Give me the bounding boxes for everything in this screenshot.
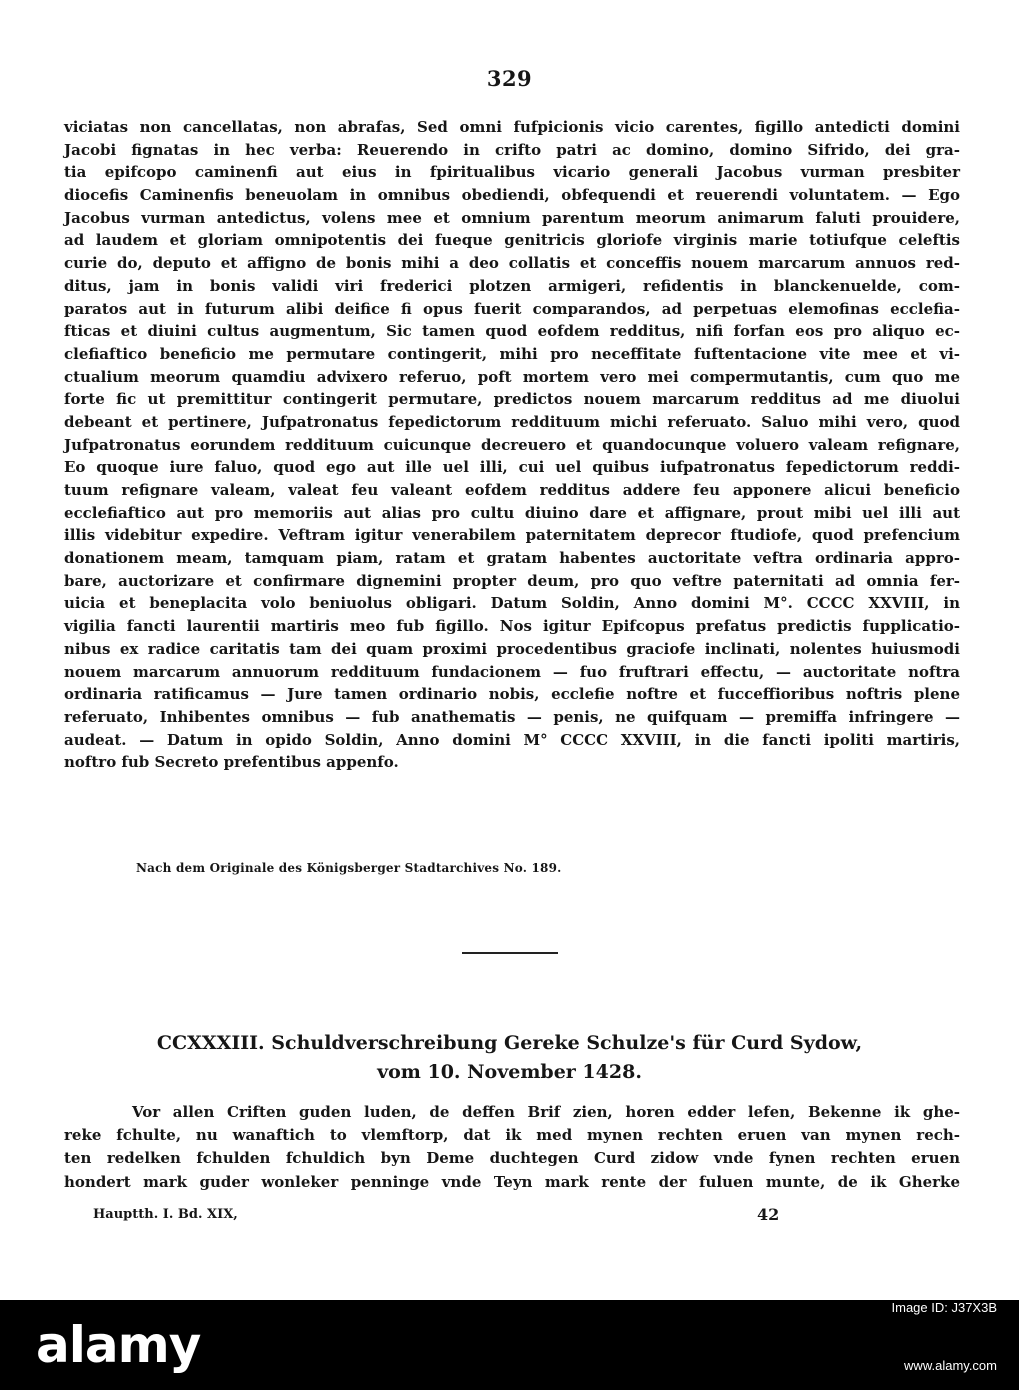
text-line: fticas et diuini cultus augmentum, Sic tamen quod eofdem redditus, nifi forfan eos pro aliquo ec- xyxy=(64,322,960,341)
footer-signature: Hauptth. I. Bd. XIX, xyxy=(93,1207,238,1222)
text-line: illis videbitur expedire. Veftram igitur venerabilem paternitatem deprecor ftudiofe, quod prefencium xyxy=(64,526,960,545)
text-line: nouem marcarum annuorum reddituum fundacionem — fuo fruftrari effectu, — auctoritate noftra xyxy=(64,662,960,681)
text-line: ten redelken fchulden fchuldich byn Deme duchtegen Curd zidow vnde fynen rechten eruen xyxy=(64,1149,960,1168)
text-line: bare, auctorizare et confirmare dignemini propter deum, pro quo veftre paternitati ad omnia fer- xyxy=(64,571,960,590)
text-line: ordinaria ratificamus — Jure tamen ordinario nobis, ecclefie noftre et fucceffioribus noftris plene xyxy=(64,685,960,704)
text-line: hondert mark guder wonleker penninge vnde Teyn mark rente der fuluen munte, de ik Gherke xyxy=(64,1172,960,1191)
text-line: donationem meam, tamquam piam, ratam et gratam habentes auctoritate veftra ordinaria appro- xyxy=(64,549,960,568)
text-line: curie do, deputo et affigno de bonis mihi a deo collatis et conceffis nouem marcarum annuos red- xyxy=(64,254,960,273)
text-line: uicia et beneplacita volo beniuolus obligari. Datum Soldin, Anno domini M°. CCCC XXVIII, in xyxy=(64,594,960,613)
charter-text xyxy=(64,116,960,774)
text-line: tia epifcopo caminenfi aut eius in fpiritualibus vicario generali Jacobus vurman presbiter xyxy=(64,163,960,182)
text-line: Jacobus vurman antedictus, volens mee et omnium parentum meorum animarum faluti prouidere, xyxy=(64,208,960,227)
watermark-band xyxy=(0,1300,1019,1390)
text-line: clefiaftico beneficio me permutare contingerit, mihi pro neceffitate fuftentacione vite mee et vi- xyxy=(64,344,960,363)
text-line: vigilia fancti laurentii martiris meo fub figillo. Nos igitur Epifcopus prefatus predictis fupplicatio- xyxy=(64,617,960,636)
section-date: vom 10. November 1428. xyxy=(377,1061,642,1083)
page-number: 329 xyxy=(486,66,533,91)
text-line: audeat. — Datum in opido Soldin, Anno domini M° CCCC XXVIII, in die fancti ipoliti martiris, xyxy=(64,730,960,749)
alamy-logo: alamy xyxy=(36,1316,201,1374)
text-line: Jacobi fignatas in hec verba: Reuerendo in crifto patri ac domino, domino Sifrido, dei gra- xyxy=(64,140,960,159)
text-line: forte fic ut premittitur contingerit permutare, predictos nouem marcarum redditus ad me diuolui xyxy=(64,390,960,409)
text-line: reke fchulte, nu wanaftich to vlemftorp, dat ik med mynen rechten eruen van mynen rech- xyxy=(64,1126,960,1145)
section-divider xyxy=(462,952,558,954)
text-line: viciatas non cancellatas, non abrafas, Sed omni fufpicionis vicio carentes, figillo antedicti domini xyxy=(64,118,960,136)
text-line: tuum refignare valeam, valeat feu valeant eofdem redditus addere feu apponere alicui beneficio xyxy=(64,481,960,499)
text-line: Eo quoque iure faluo, quod ego aut ille uel illi, cui uel quibus iufpatronatus fepedictorum reddi- xyxy=(64,458,960,477)
text-line: noftro fub Secreto prefentibus appenfo. xyxy=(64,753,399,772)
text-line: paratos aut in futurum alibi deifice fi opus fuerit comparandos, ad perpetuas elemofinas ecclefia- xyxy=(64,299,960,318)
text-line: debeant et pertinere, Jufpatronatus fepedictorum reddituum michi referuato. Saluo mihi vero, quod xyxy=(64,412,960,431)
section-text xyxy=(64,1101,960,1194)
section-heading: CCXXXIII. Schuldverschreibung Gereke Schulze's für Curd Sydow, xyxy=(156,1032,863,1054)
text-line: referuato, Inhibentes omnibus — fub anathematis — penis, ne quifquam — premiffa infringere — xyxy=(64,707,960,726)
image-id: Image ID: J37X3B xyxy=(891,1300,997,1315)
footer-sheet-number: 42 xyxy=(757,1205,780,1224)
text-line: ctualium meorum quamdiu advixero referuo, poft mortem vero mei compermutantis, cum quo me xyxy=(64,367,960,386)
text-line: Jufpatronatus eorundem reddituum cuicunque decreuero et quandocunque voluero valeam refignare, xyxy=(64,435,960,454)
text-line: ad laudem et gloriam omnipotentis dei fueque genitricis gloriofe virginis marie totiufque celeftis xyxy=(64,231,960,250)
text-line: nibus ex radice caritatis tam dei quam proximi procedentibus graciofe inclinati, nolentes huiusmodi xyxy=(64,639,960,658)
text-line: ecclefiaftico aut pro memoriis aut alias pro cultu diuino dare et affignare, prout mibi uel illi aut xyxy=(64,503,960,522)
source-note: Nach dem Originale des Königsberger Stadtarchives No. 189. xyxy=(136,861,562,875)
text-line: ditus, jam in bonis validi viri frederici plotzen armigeri, refidentis in blanckenuelde, com- xyxy=(64,276,960,295)
text-line: diocefis Caminenfis beneuolam in omnibus obediendi, obfequendi et reuerendi voluntatem. — Ego xyxy=(64,186,960,205)
watermark-url[interactable]: www.alamy.com xyxy=(904,1358,997,1373)
text-line: Vor allen Criften guden luden, de deffen Brif zien, horen edder lefen, Bekenne ik ghe- xyxy=(132,1103,960,1121)
